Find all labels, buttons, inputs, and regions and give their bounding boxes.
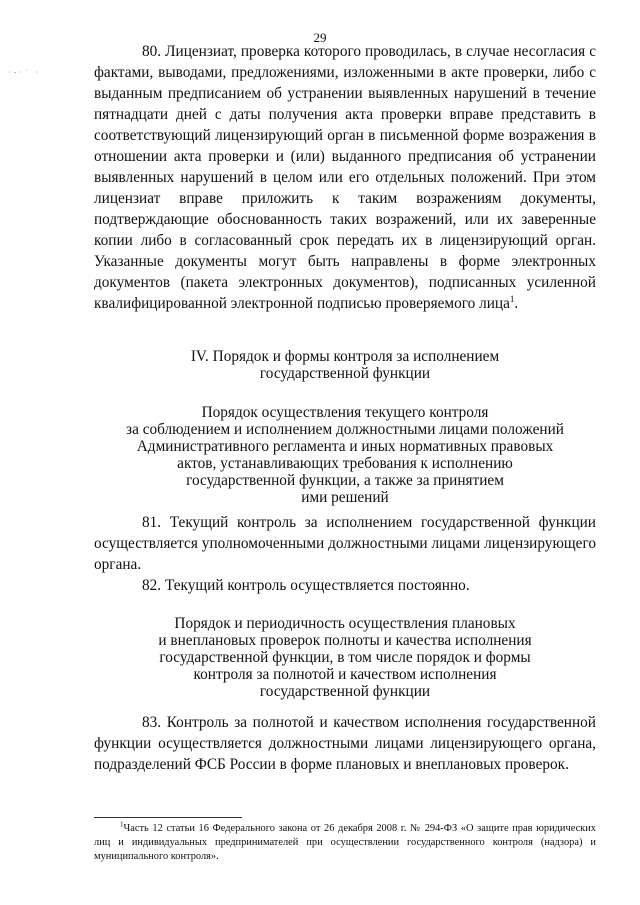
section-heading-line: государственной функции <box>259 365 431 382</box>
heading-line: государственной функции <box>259 683 431 700</box>
footnote-reference: 1 <box>509 293 515 304</box>
paragraph-80-text: 80. Лицензиат, проверка которого проводилась, в случае несогласия с фактами, выводами, предложениями, изложенными в акте проверки, либо с выданным предписанием об устранении выявленных нарушений в течение пятнадцати дней с даты получения акта проверки вправе представить в соответствующий лицензирующий орган в письменной форме возражения в отношении акта проверки и (или) выданного предписания об устранении выявленных нарушений в целом или его отдельных положений. При этом лицензиат вправе приложить к таким возражениям документы, подтверждающие обоснованность таких возражений, или их заверенные копии либо в согласованный срок передать их в лицензирующий орган. Указанные документы могут быть направлены в форме электронных документов (пакета электронных документов), подписанных усиленной квалифицированной электронной подписью проверяемого лица <box>94 43 596 312</box>
paragraph-82: 82. Текущий контроль осуществляется постоянно. <box>142 577 470 594</box>
subsection-heading-current-control <box>94 404 596 506</box>
paragraph-80-end: . <box>514 295 519 312</box>
scan-artifact: ·-·˙ · <box>8 68 42 77</box>
footnote-divider <box>94 817 242 818</box>
paragraph-80 <box>94 41 596 314</box>
footnote <box>94 822 596 864</box>
heading-line: Порядок осуществления текущего контроля <box>201 404 489 421</box>
paragraph-83: 83. Контроль за полнотой и качеством исполнения государственной функции осуществляется должностными лицами лицензирующего органа, подразделений ФСБ России в форме плановых и внеплановых проверок. <box>94 714 596 773</box>
footnote-marker: 1 <box>120 820 124 829</box>
section-heading-iv <box>94 348 596 382</box>
heading-line: актов, устанавливающих требования к исполнению <box>177 455 513 472</box>
heading-line: контроля за полнотой и качеством исполнения <box>193 666 497 683</box>
page-number: 29 <box>313 30 327 45</box>
section-heading-line: IV. Порядок и формы контроля за исполнением <box>190 348 500 365</box>
heading-line: государственной функции, а также за принятием <box>186 472 504 489</box>
paragraph-81: 81. Текущий контроль за исполнением государственной функции осуществляется уполномоченными должностными лицами лицензирующего органа. <box>94 514 596 573</box>
heading-line: за соблюдением и исполнением должностными лицами положений <box>126 421 564 438</box>
footnote-text: Часть 12 статьи 16 Федерального закона от 26 декабря 2008 г. № 294-ФЗ «О защите прав юридических лиц и индивидуальных предпринимателей при осуществлении государственного контроля (надзора) и муниципального контроля». <box>94 823 596 862</box>
heading-line: и внеплановых проверок полноты и качества исполнения <box>158 632 532 649</box>
heading-line: ими решений <box>301 489 389 506</box>
heading-line: Порядок и периодичность осуществления плановых <box>174 615 516 632</box>
subsection-heading-inspections <box>94 615 596 700</box>
heading-line: государственной функции, в том числе порядок и формы <box>159 649 531 666</box>
heading-line: Административного регламента и иных нормативных правовых <box>136 438 554 455</box>
